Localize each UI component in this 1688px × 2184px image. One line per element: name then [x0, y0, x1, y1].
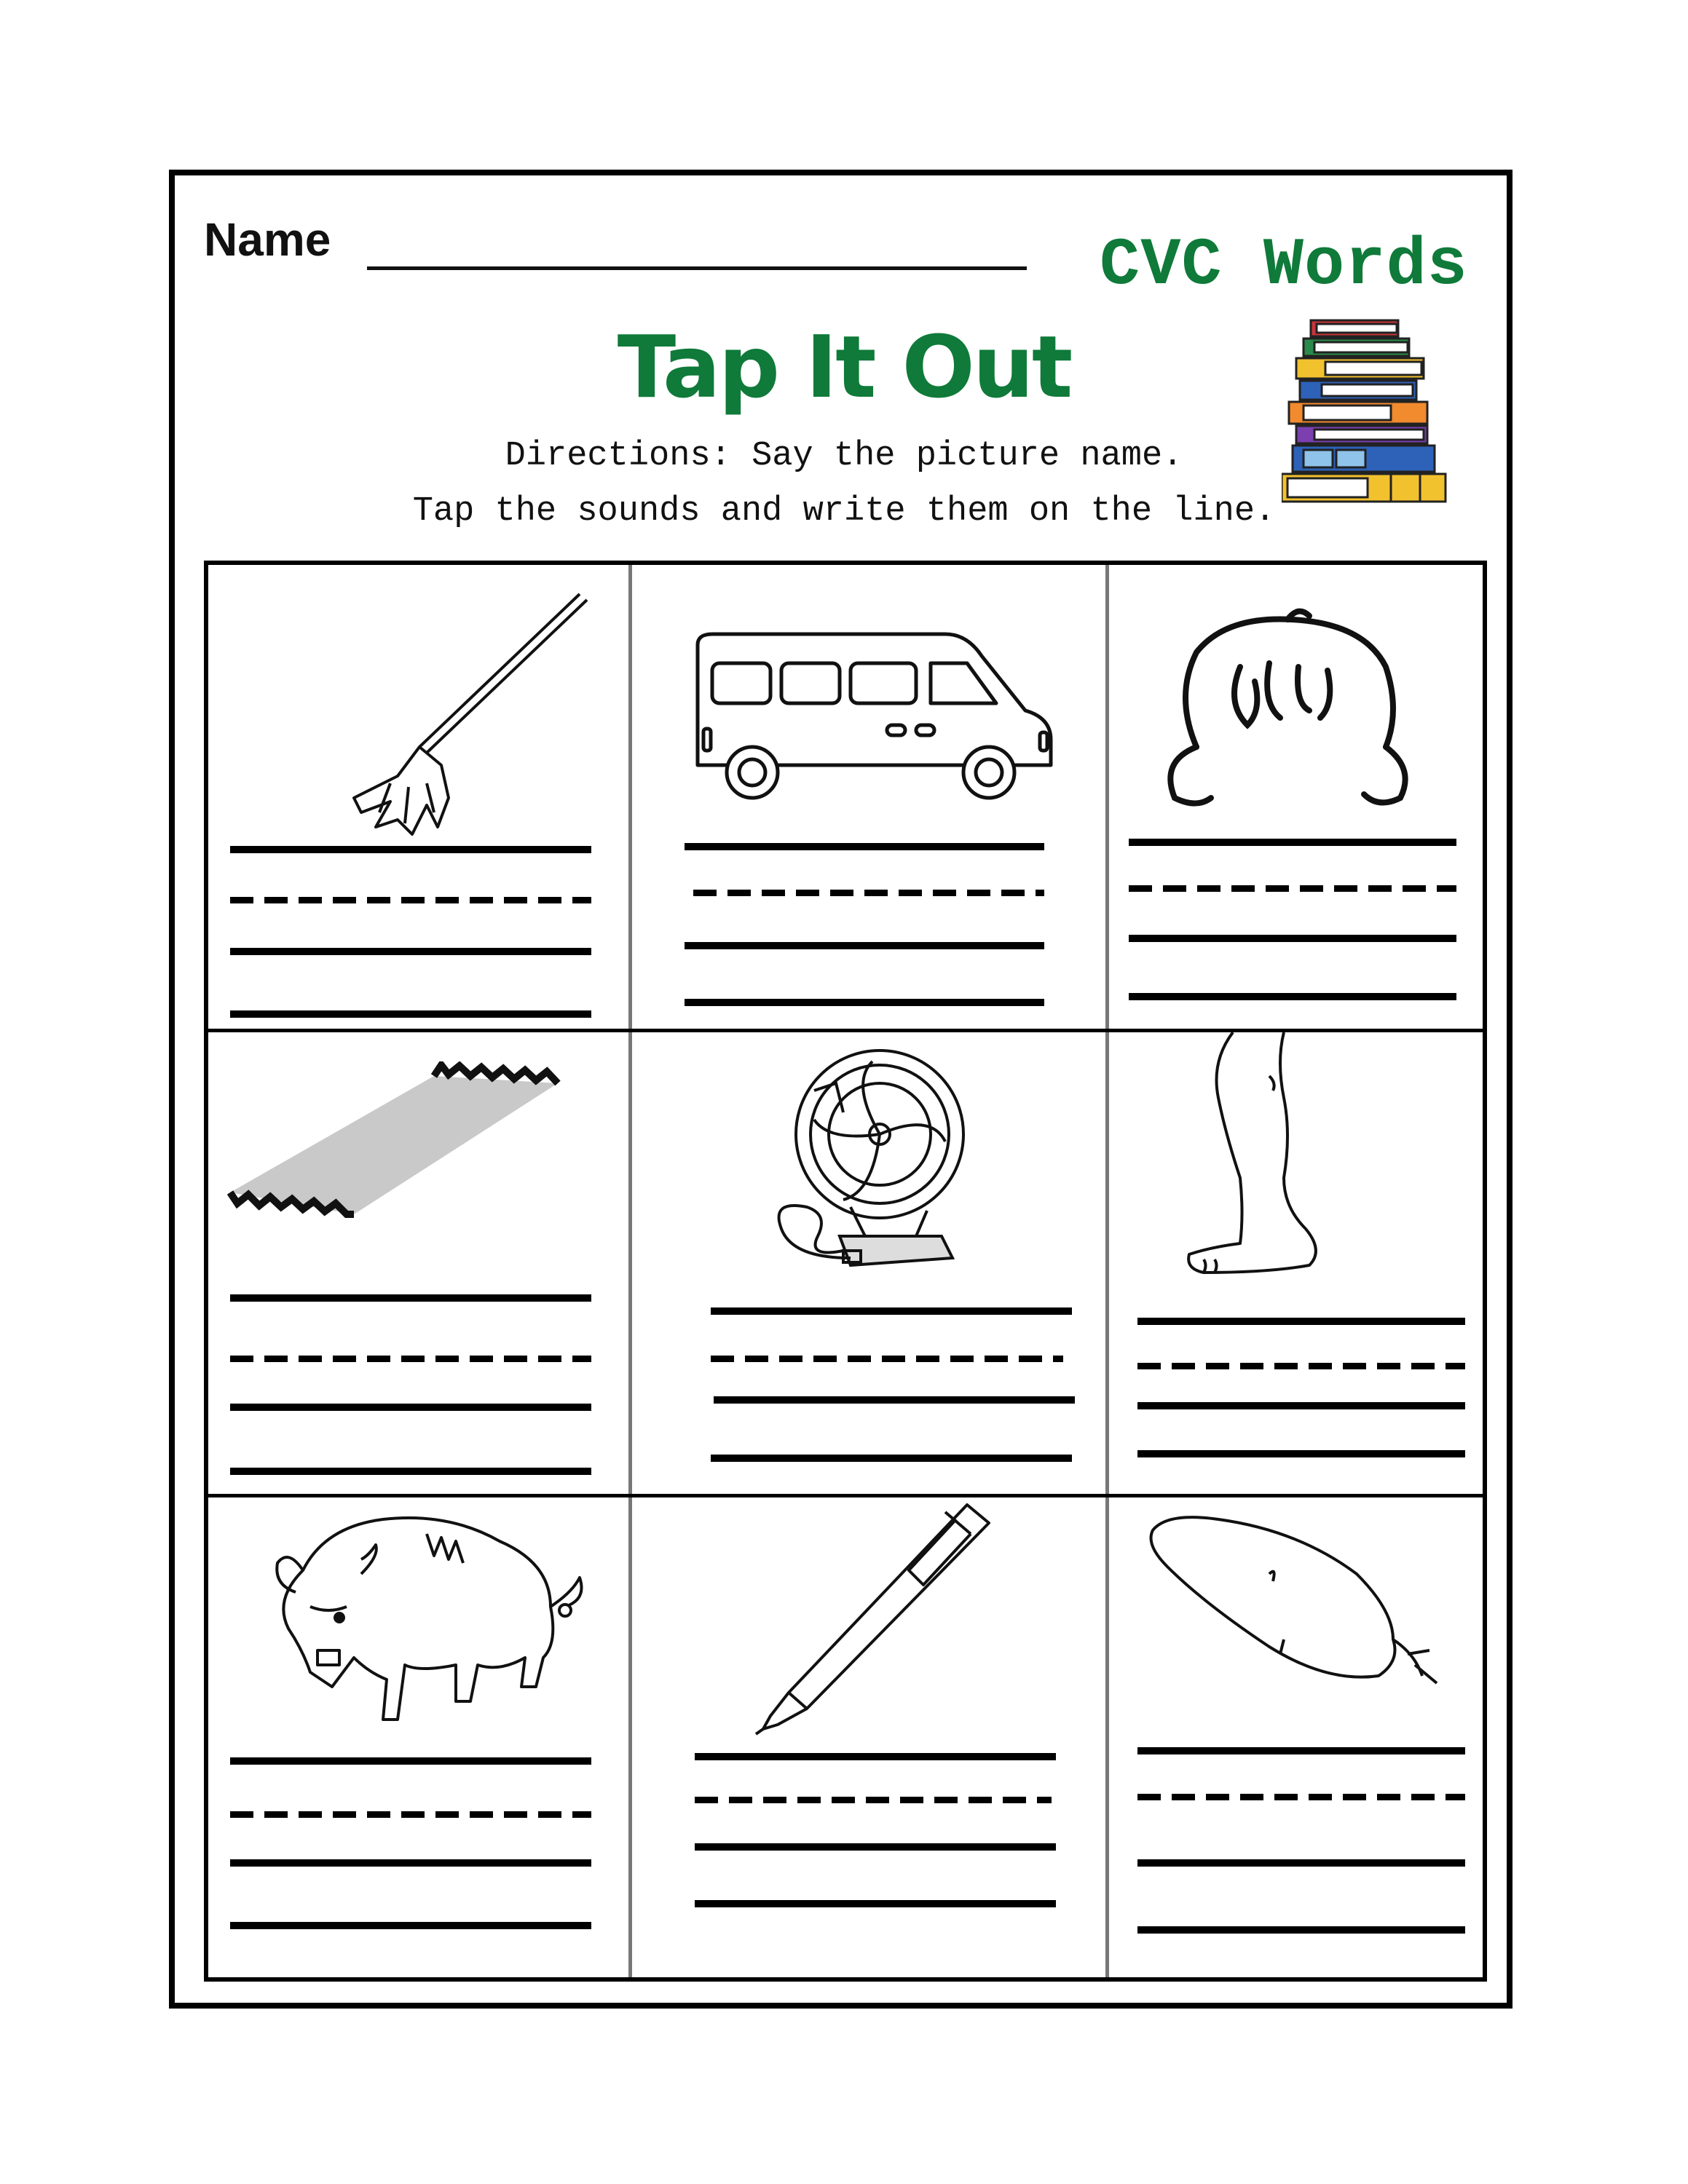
writing-line-bottom[interactable]: [685, 999, 1044, 1006]
writing-line-bottom[interactable]: [1137, 1450, 1465, 1457]
rug-icon: [223, 1061, 565, 1251]
picture-grid: [204, 561, 1487, 1982]
name-label: Name: [204, 213, 331, 266]
writing-line-bottom[interactable]: [230, 1468, 591, 1475]
yam-icon: [1138, 1508, 1444, 1727]
writing-line-middle[interactable]: [685, 942, 1044, 949]
column-divider: [628, 565, 632, 1977]
bison-icon: [259, 1505, 594, 1738]
writing-line-bottom[interactable]: [1129, 993, 1456, 1000]
writing-line-middle[interactable]: [230, 1859, 591, 1867]
writing-line-dashed[interactable]: [230, 897, 591, 903]
writing-line-dashed[interactable]: [711, 1356, 1063, 1362]
writing-line-middle[interactable]: [230, 948, 591, 955]
writing-line-top[interactable]: [695, 1753, 1056, 1760]
wig-icon: [1145, 601, 1437, 820]
fan-icon: [763, 1040, 996, 1280]
writing-line-top[interactable]: [230, 846, 591, 853]
writing-line-bottom[interactable]: [1137, 1926, 1465, 1934]
writing-line-bottom[interactable]: [230, 1922, 591, 1929]
directions-line-2: Tap the sounds and write them on the line.: [412, 492, 1276, 531]
writing-line-dashed[interactable]: [693, 890, 1044, 896]
writing-line-bottom[interactable]: [230, 1010, 591, 1018]
writing-line-bottom[interactable]: [711, 1455, 1072, 1462]
book-stack-icon: [1282, 317, 1456, 524]
leg-icon: [1182, 1032, 1357, 1280]
directions-line-1: Directions: Say the picture name.: [505, 437, 1183, 475]
writing-line-dashed[interactable]: [1137, 1794, 1465, 1800]
writing-line-bottom[interactable]: [695, 1900, 1056, 1907]
cvc-words-title: CVC Words: [1100, 227, 1468, 304]
name-write-line[interactable]: [367, 266, 1027, 270]
writing-line-dashed[interactable]: [230, 1356, 591, 1362]
writing-line-middle[interactable]: [1137, 1402, 1465, 1409]
writing-line-top[interactable]: [1137, 1747, 1465, 1754]
writing-line-top[interactable]: [230, 1294, 591, 1302]
page-title: Tap It Out: [617, 317, 1071, 417]
column-divider: [1105, 565, 1109, 1977]
van-icon: [683, 630, 1062, 820]
writing-line-middle[interactable]: [714, 1396, 1075, 1404]
writing-line-top[interactable]: [1129, 839, 1456, 846]
writing-line-top[interactable]: [685, 843, 1044, 850]
writing-line-dashed[interactable]: [1129, 885, 1456, 892]
writing-line-dashed[interactable]: [1137, 1363, 1465, 1369]
pen-icon: [749, 1497, 996, 1738]
writing-line-dashed[interactable]: [695, 1797, 1052, 1803]
writing-line-top[interactable]: [711, 1307, 1072, 1315]
writing-line-middle[interactable]: [1137, 1859, 1465, 1867]
writing-line-middle[interactable]: [695, 1843, 1056, 1851]
writing-line-top[interactable]: [1137, 1318, 1465, 1325]
writing-line-middle[interactable]: [230, 1404, 591, 1411]
mop-icon: [310, 579, 602, 842]
writing-line-dashed[interactable]: [230, 1811, 591, 1818]
writing-line-middle[interactable]: [1129, 935, 1456, 942]
writing-line-top[interactable]: [230, 1757, 591, 1765]
